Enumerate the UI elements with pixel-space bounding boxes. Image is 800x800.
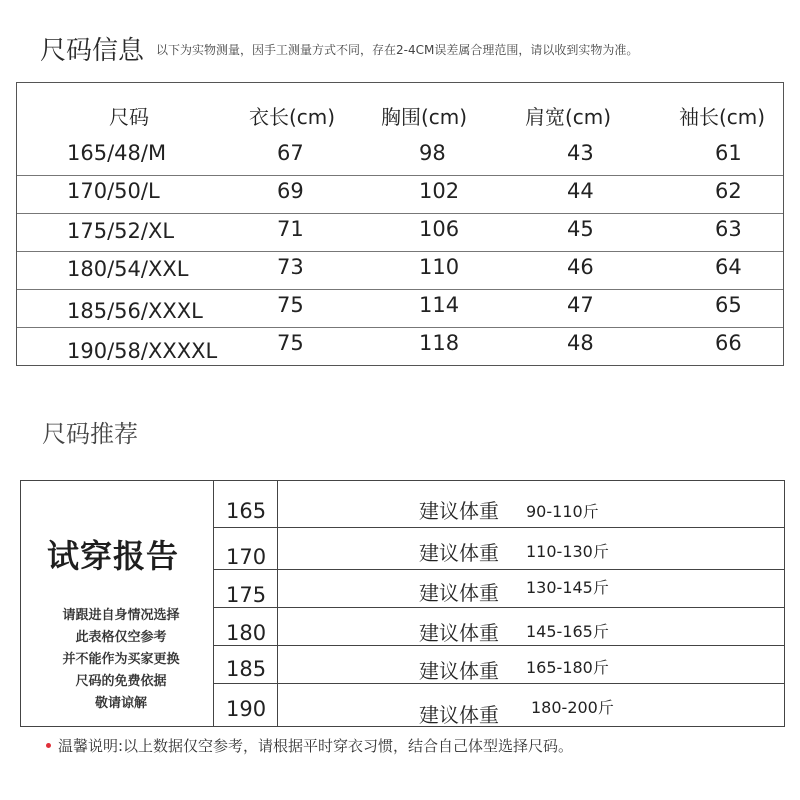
- report-note-line: 并不能作为买家更换: [62, 652, 180, 667]
- recommend-table: [20, 480, 785, 727]
- cell-sleeve: 61: [715, 141, 742, 165]
- cell-sleeve: 64: [715, 255, 742, 279]
- cell-chest: 102: [419, 179, 460, 203]
- row-divider: [17, 289, 783, 290]
- report-note-line: 请跟进自身情况选择: [62, 608, 180, 623]
- weight-label: 建议体重: [419, 581, 499, 605]
- cell-length: 73: [277, 255, 304, 279]
- weight-range: 130-145斤: [526, 578, 609, 597]
- report-note-line: 尺码的免费依据: [75, 674, 167, 689]
- footer-note: 温馨说明:以上数据仅空参考，请根据平时穿衣习惯，结合自己体型选择尺码。: [58, 737, 574, 755]
- height-value: 170: [226, 545, 267, 569]
- cell-chest: 118: [419, 331, 460, 355]
- bullet-icon: [46, 743, 51, 748]
- weight-label: 建议体重: [419, 499, 499, 523]
- cell-sleeve: 62: [715, 179, 742, 203]
- cell-shoulder: 44: [567, 179, 594, 203]
- cell-shoulder: 48: [567, 331, 594, 355]
- recommend-title: 尺码推荐: [42, 420, 138, 448]
- row-divider: [213, 527, 784, 528]
- cell-length: 75: [277, 293, 304, 317]
- cell-size: 185/56/XXXL: [67, 299, 203, 323]
- row-divider: [17, 175, 783, 176]
- row-divider: [213, 569, 784, 570]
- cell-size: 180/54/XXL: [67, 257, 189, 281]
- height-value: 175: [226, 583, 267, 607]
- weight-range: 145-165斤: [526, 622, 609, 641]
- header-chest: 胸围(cm): [381, 105, 468, 129]
- header-length: 衣长(cm): [249, 105, 336, 129]
- cell-shoulder: 46: [567, 255, 594, 279]
- height-value: 165: [226, 499, 267, 523]
- weight-range: 180-200斤: [531, 698, 614, 717]
- row-divider: [17, 251, 783, 252]
- weight-range: 165-180斤: [526, 658, 609, 677]
- report-title: 试穿报告: [47, 537, 180, 575]
- cell-chest: 106: [419, 217, 460, 241]
- cell-chest: 114: [419, 293, 460, 317]
- cell-shoulder: 45: [567, 217, 594, 241]
- cell-length: 71: [277, 217, 304, 241]
- header-sleeve: 袖长(cm): [679, 105, 766, 129]
- header-size: 尺码: [109, 105, 149, 129]
- cell-size: 170/50/L: [67, 179, 160, 203]
- weight-range: 110-130斤: [526, 542, 609, 561]
- cell-size: 165/48/M: [67, 141, 167, 165]
- report-note-line: 敬请谅解: [94, 696, 147, 711]
- column-divider: [213, 481, 214, 726]
- report-note: [41, 605, 201, 715]
- weight-label: 建议体重: [419, 659, 499, 683]
- report-note-line: 此表格仅空参考: [75, 630, 167, 645]
- height-value: 180: [226, 621, 267, 645]
- size-info-note: 以下为实物测量，因手工测量方式不同，存在2-4CM误差属合理范围，请以收到实物为准。: [156, 43, 639, 57]
- weight-range: 90-110斤: [526, 502, 599, 521]
- row-divider: [17, 213, 783, 214]
- height-value: 190: [226, 697, 267, 721]
- row-divider: [213, 607, 784, 608]
- cell-length: 75: [277, 331, 304, 355]
- cell-sleeve: 65: [715, 293, 742, 317]
- cell-shoulder: 47: [567, 293, 594, 317]
- cell-length: 69: [277, 179, 304, 203]
- weight-label: 建议体重: [419, 541, 499, 565]
- height-value: 185: [226, 657, 267, 681]
- cell-chest: 110: [419, 255, 460, 279]
- size-info-title: 尺码信息: [40, 36, 145, 66]
- weight-label: 建议体重: [419, 621, 499, 645]
- cell-sleeve: 63: [715, 217, 742, 241]
- cell-length: 67: [277, 141, 304, 165]
- cell-size: 190/58/XXXXL: [67, 339, 218, 363]
- column-divider: [277, 481, 278, 726]
- row-divider: [17, 327, 783, 328]
- weight-label: 建议体重: [419, 703, 499, 727]
- size-table: [16, 82, 784, 366]
- header-shoulder: 肩宽(cm): [525, 105, 612, 129]
- cell-sleeve: 66: [715, 331, 742, 355]
- cell-chest: 98: [419, 141, 446, 165]
- cell-shoulder: 43: [567, 141, 594, 165]
- cell-size: 175/52/XL: [67, 219, 175, 243]
